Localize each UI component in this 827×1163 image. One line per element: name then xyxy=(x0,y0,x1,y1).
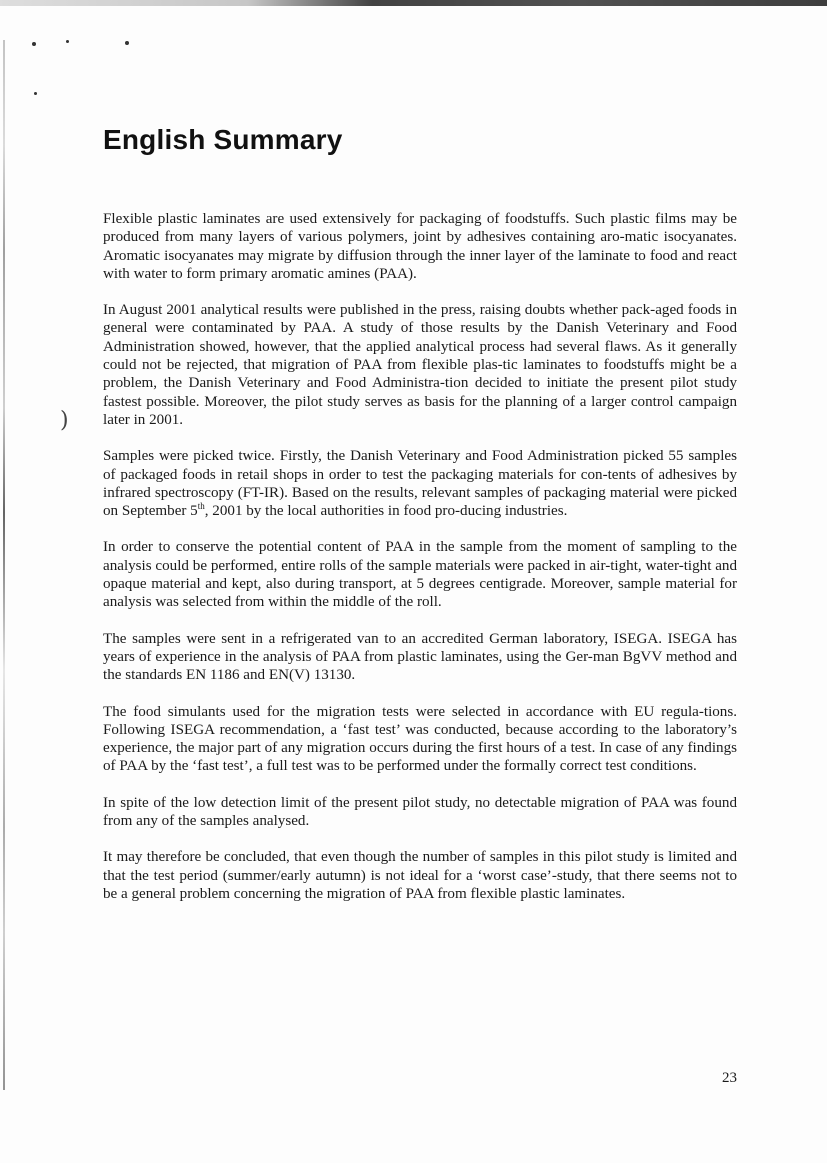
superscript: th xyxy=(197,501,205,512)
paragraph: In spite of the low detection limit of the present pilot study, no detectable migration of PAA was found from any of the samples analysed. xyxy=(103,794,737,830)
paragraph: The food simulants used for the migration tests were selected in accordance with EU regula-tions. Following ISEGA recommendation, a ‘fast test’ was conducted, because according to the laboratory’s experience, the major part of any migration occurs during the first hours of a test. In case of any findings of PAA by the ‘fast test’, a full test was to be performed under the formally correct test conditions. xyxy=(103,703,737,775)
paragraph: Flexible plastic laminates are used extensively for packaging of foodstuffs. Such plastic films may be produced from many layers of various polymers, joint by adhesives containing aro-matic isocyanates. Aromatic isocyanates may migrate by diffusion through the inner layer of the laminate to food and react with water to form primary aromatic amines (PAA). xyxy=(103,211,737,282)
scan-top-edge xyxy=(0,0,827,6)
scan-speck xyxy=(125,41,129,45)
paragraph: It may therefore be concluded, that even though the number of samples in this pilot study is limited and that the test period (summer/early autumn) is not ideal for a ‘worst case’-study, that there seems not to be a general problem concerning the migration of PAA from flexible plastic laminates. xyxy=(103,849,737,902)
scan-speck xyxy=(34,92,37,95)
paragraph: In order to conserve the potential content of PAA in the sample from the moment of sampling to the analysis could be performed, entire rolls of the sample materials were packed in air-tight, water-tight and opaque material and kept, also during transport, at 5 degrees centigrade. Moreover, sample material for analysis was selected from within the middle of the roll. xyxy=(103,539,737,611)
page-number: 23 xyxy=(722,1070,737,1086)
scan-speck xyxy=(32,42,36,46)
paragraph-text: Samples were picked twice. Firstly, the Danish Veterinary and Food Administration picked 55 samples of packaged foods in retail shops in order to test the packaging materials for con-tents of adhesives by infrared spectroscopy (FT-IR). Based on the results, relevant samples of packaging material were picked on September 5 xyxy=(103,448,737,520)
paragraph-text: , 2001 by the local authorities in food pro-ducing industries. xyxy=(204,503,568,520)
scan-speck xyxy=(66,40,69,43)
scan-left-edge xyxy=(3,40,5,1090)
scan-mark: ) xyxy=(60,408,69,433)
summary-body xyxy=(103,210,737,921)
page-title: English Summary xyxy=(103,124,343,155)
paragraph: In August 2001 analytical results were published in the press, raising doubts whether pack-aged foods in general were contaminated by PAA. A study of those results by the Danish Veterinary and Food Administration showed, however, that the applied analytical process had several flaws. As it generally could not be rejected, that migration of PAA from flexible plas-tic laminates to foodstuffs might be a problem, the Danish Veterinary and Food Administra-tion decided to initiate the present pilot study fastest possible. Moreover, the pilot study serves as basis for the planning of a larger control campaign later in 2001. xyxy=(103,302,737,428)
paragraph: The samples were sent in a refrigerated van to an accredited German laboratory, ISEGA. ISEGA has years of experience in the analysis of PAA from plastic laminates, using the Ger-man BgVV method and the standards EN 1186 and EN(V) 13130. xyxy=(103,630,737,684)
paragraph-sampling xyxy=(103,447,737,520)
